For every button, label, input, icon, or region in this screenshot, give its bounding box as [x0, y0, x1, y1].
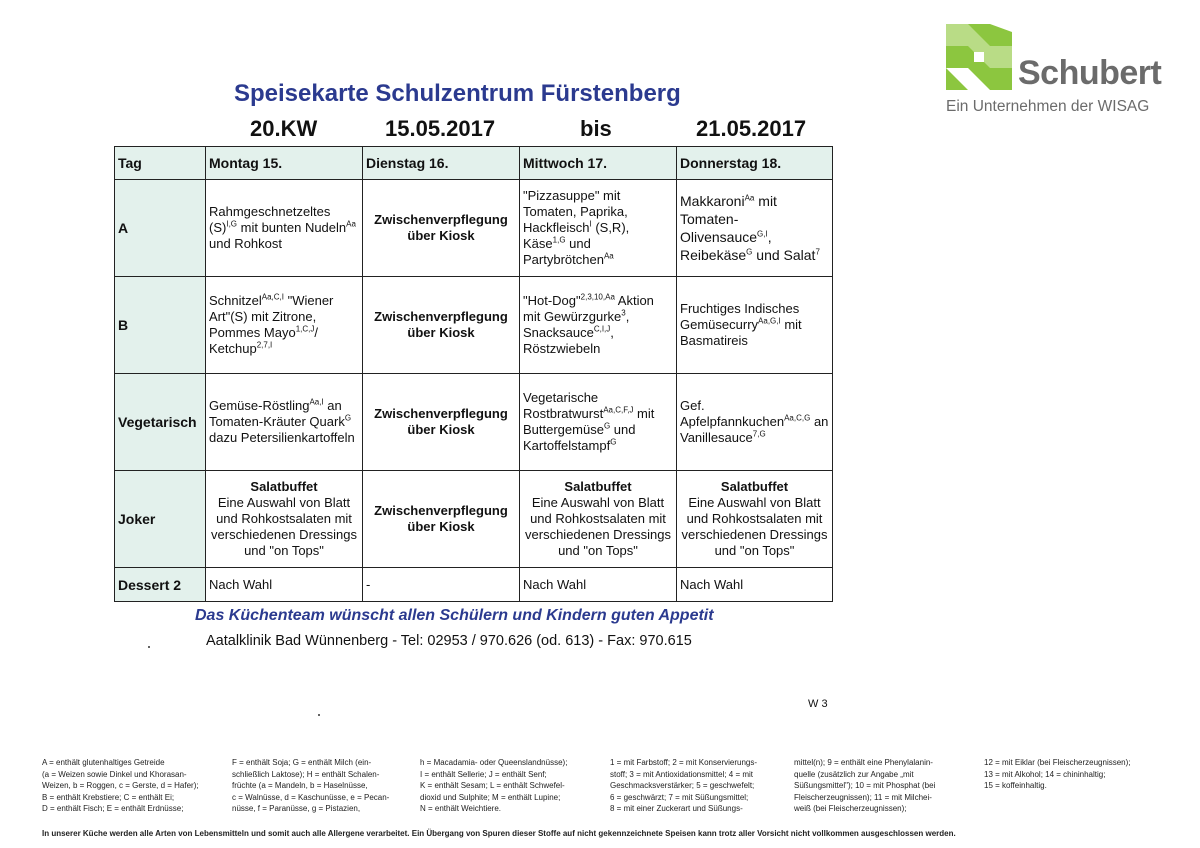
menu-cell-dessert-wednesday: Nach Wahl	[520, 568, 677, 602]
allergen-disclaimer: In unserer Küche werden alle Arten von Lebensmitteln und somit auch alle Allergene verarbeitet. Ein Übergang von Spuren dieser Stoffe auf nicht gekennzeichnete Speisen kann trotz aller Vorsicht nicht vollkommen ausgeschlossen werden.	[42, 829, 956, 838]
header-wednesday: Mittwoch 17.	[520, 147, 677, 180]
row-label-dessert: Dessert 2	[115, 568, 206, 602]
menu-cell-dessert-monday: Nach Wahl	[206, 568, 363, 602]
table-row	[115, 180, 833, 277]
menu-cell-a-thursday: Makkaroni$^{Aa}$ mit Tomaten- Olivensauce$^{G,I}$, Reibekäse$^G$ und Salat$^7$	[677, 180, 833, 277]
logo-brand: Schubert	[1018, 54, 1162, 92]
table-header-row	[115, 147, 833, 180]
menu-cell-joker-thursday: Salatbuffet Eine Auswahl von Blatt und Rohkostsalaten mit verschiedenen Dressings und "on Tops"	[677, 471, 833, 568]
menu-cell-joker-wednesday: Salatbuffet Eine Auswahl von Blatt und Rohkostsalaten mit verschiedenen Dressings und "on Tops"	[520, 471, 677, 568]
week-range-separator: bis	[580, 116, 612, 141]
menu-cell-dessert-tuesday: -	[363, 568, 520, 602]
contact-address: Aatalklinik Bad Wünnenberg - Tel: 02953 / 970.626 (od. 613) - Fax: 970.615	[206, 633, 692, 649]
header-day: Tag	[115, 147, 206, 180]
menu-cell-veg-tuesday: Zwischenverpflegung über Kiosk	[363, 374, 520, 471]
header-thursday: Donnerstag 18.	[677, 147, 833, 180]
menu-cell-dessert-thursday: Nach Wahl	[677, 568, 833, 602]
row-label-vegetarian: Vegetarisch	[115, 374, 206, 471]
company-logo	[946, 24, 1166, 124]
greeting-line: Das Küchenteam wünscht allen Schülern und Kindern guten Appetit	[195, 607, 714, 624]
menu-cell-b-tuesday: Zwischenverpflegung über Kiosk	[363, 277, 520, 374]
menu-table	[114, 146, 833, 602]
header-monday: Montag 15.	[206, 147, 363, 180]
menu-cell-veg-thursday: Gef. Apfelpfannkuchen$^{Aa,C,G}$ an Vanillesauce$^{7,G}$	[677, 374, 833, 471]
week-start-date: 15.05.2017	[385, 116, 496, 141]
menu-cell-joker-monday: Salatbuffet Eine Auswahl von Blatt und Rohkostsalaten mit verschiedenen Dressings und "on Tops"	[206, 471, 363, 568]
menu-cell-b-monday: Schnitzel$^{Aa,C,I}$ "Wiener Art"(S) mit Zitrone, Pommes Mayo$^{1,C,J}$/ Ketchup$^{2,7,I}$	[206, 277, 363, 374]
menu-cell-a-monday: Rahmgeschnetzeltes $(S)^{I,G}$ mit bunten Nudeln$^{Aa}$ und Rohkost	[206, 180, 363, 277]
scan-speck	[148, 646, 150, 648]
row-label-a: A	[115, 180, 206, 277]
additive-legend-column: 1 = mit Farbstoff; 2 = mit Konservierungs- stoff; 3 = mit Antioxidationsmittel; 4 = mit Geschmacksverstärker; 5 = geschwefelt; 6 = geschwärzt; 7 = mit Süßungsmittel; 8 = mit einer Zuckerart und Süßungs-	[610, 758, 758, 813]
table-row	[115, 374, 833, 471]
menu-cell-b-wednesday: "Hot-Dog"$^{2,3,10,Aa}$ Aktion mit Gewürzgurke$^3$, Snacksauce$^{C,I,J}$, Röstzwiebeln	[520, 277, 677, 374]
menu-cell-veg-wednesday: Vegetarische Rostbratwurst$^{Aa,C,F,J}$ mit Buttergemüse$^G$ und Kartoffelstampf$^G$	[520, 374, 677, 471]
allergen-legend-column: h = Macadamia- oder Queenslandnüsse); I = enthält Sellerie; J = enthält Senf; K = enthält Sesam; L = enthält Schwefel- dioxid und Sulphite; M = enthält Lupine; N = enthält Weichtiere.	[420, 758, 568, 813]
menu-cell-veg-monday: Gemüse-Röstling$^{Aa,I}$ an Tomaten-Kräuter Quark$^G$ dazu Petersilienkartoffeln	[206, 374, 363, 471]
menu-cell-joker-tuesday: Zwischenverpflegung über Kiosk	[363, 471, 520, 568]
logo-tagline: Ein Unternehmen der WISAG	[946, 98, 1150, 115]
menu-cell-a-wednesday: "Pizzasuppe" mit Tomaten, Paprika, Hackfleisch$^I$ (S,R), Käse$^{1,G}$ und Partybrötchen$^{Aa}$	[520, 180, 677, 277]
header-tuesday: Dienstag 16.	[363, 147, 520, 180]
week-end-date: 21.05.2017	[696, 116, 807, 141]
page-title: Speisekarte Schulzentrum Fürstenberg	[234, 80, 681, 107]
row-label-b: B	[115, 277, 206, 374]
menu-cell-a-tuesday: Zwischenverpflegung über Kiosk	[363, 180, 520, 277]
additive-legend-column: mittel(n); 9 = enthält eine Phenylalanin- quelle (zusätzlich zur Angabe „mit Süßungsmittel"); 10 = mit Phosphat (bei Fleischerzeugnissen); 11 = mit Milchei- weiß (bei Fleischerzeugnissen);	[794, 758, 936, 813]
scan-speck	[318, 714, 320, 716]
additive-legend-column: 12 = mit Eiklar (bei Fleischerzeugnissen); 13 = mit Alkohol; 14 = chininhaltig; 15 = koffeinhaltig.	[984, 758, 1131, 790]
table-row	[115, 568, 833, 602]
calendar-week: 20.KW	[250, 116, 318, 141]
table-row	[115, 471, 833, 568]
menu-cell-b-thursday: Fruchtiges Indisches Gemüsecurry$^{Aa,G,I}$ mit Basmatireis	[677, 277, 833, 374]
table-row	[115, 277, 833, 374]
allergen-legend-column: A = enthält glutenhaltiges Getreide (a = Weizen sowie Dinkel und Khorasan- Weizen, b = Roggen, c = Gerste, d = Hafer); B = enthält Krebstiere; C = enthält Ei; D = enthält Fisch; E = enthält Erdnüsse;	[42, 758, 199, 813]
page-code: W 3	[808, 698, 828, 710]
schubert-logo-icon	[946, 24, 1012, 90]
row-label-joker: Joker	[115, 471, 206, 568]
allergen-legend-column: F = enthält Soja; G = enthält Milch (ein- schließlich Laktose); H = enthält Schalen- früchte (a = Mandeln, b = Haselnüsse, c = Walnüsse, d = Kaschunüsse, e = Pecan- nüsse, f = Paranüsse, g = Pistazien,	[232, 758, 390, 813]
